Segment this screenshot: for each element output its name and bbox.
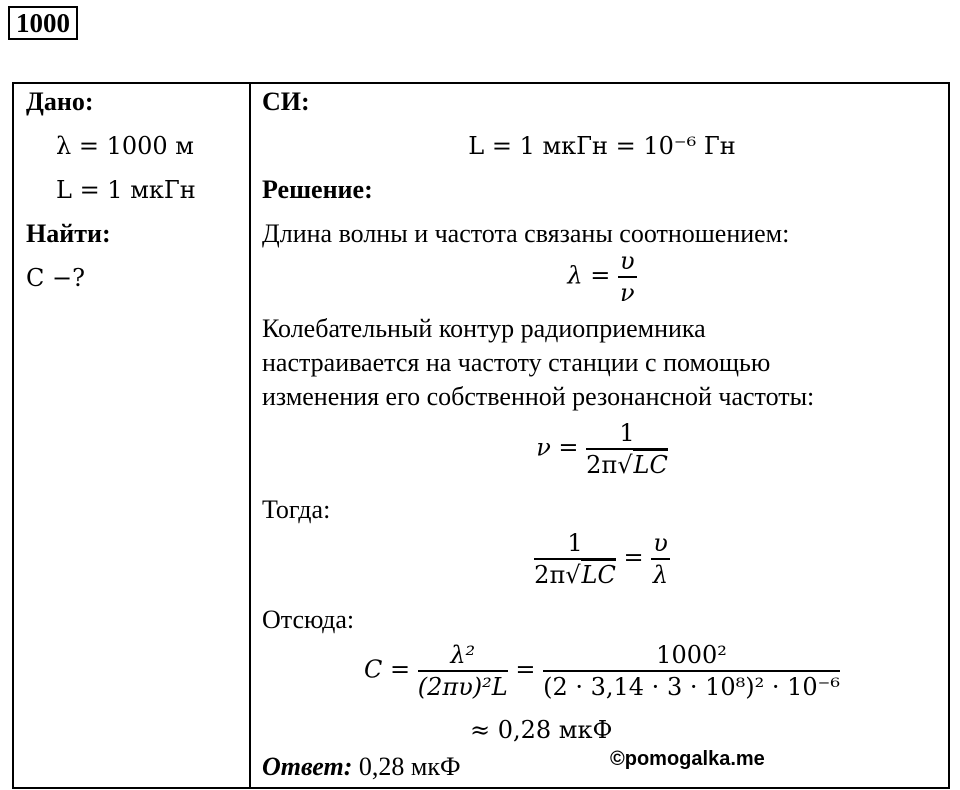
- solution-text-3: Тогда:: [262, 495, 331, 524]
- given-heading: Дано:: [26, 87, 94, 116]
- solution-text-1: Длина волны и частота связаны соотношением:: [262, 219, 790, 248]
- formula-wavelength: λ = $\frac{\upsilon}{\nu}$: [567, 247, 635, 307]
- given-inductance: L = 1 мкГн: [56, 176, 196, 204]
- si-conversion: L = 1 мкГн = 10⁻⁶ Гн: [468, 132, 736, 160]
- answer-value: 0,28 мкФ: [358, 752, 461, 781]
- si-heading: СИ:: [262, 87, 310, 116]
- solution-text-2: Колебательный контур радиоприемника настраивается на частоту станции с помощью изменения его собственной резонансной частоты:: [262, 314, 815, 411]
- given-column: [26, 82, 246, 300]
- formula-resonance: ν = $\frac{1}{2\pi√LC}$: [536, 419, 668, 479]
- watermark: ©pomogalka.me: [610, 748, 765, 770]
- find-heading: Найти:: [26, 219, 111, 248]
- solution-text-4: Отсюда:: [262, 605, 355, 634]
- solution-heading: Решение:: [262, 175, 373, 204]
- formula-capacitance: C = $\frac{\text{λ²}}{\text{(2πυ)²L}}$ = $\frac{\text{1000²}}{\text{(2 · 3,14 · 3 · 10⁸)² · 10⁻⁶}}$: [364, 641, 840, 701]
- find-target: C −?: [26, 264, 85, 292]
- given-lambda: λ = 1000 м: [56, 132, 194, 160]
- formula-equate: $\frac{1}{2\pi√LC}$ = $\frac{\upsilon}{\lambda}$: [534, 529, 669, 589]
- solution-column: [262, 82, 942, 256]
- answer-line: [262, 752, 461, 782]
- capacitance-approx: ≈ 0,28 мкФ: [470, 716, 613, 744]
- column-divider: [249, 82, 251, 789]
- answer-label: Ответ:: [262, 752, 353, 781]
- problem-number: 1000: [8, 6, 78, 40]
